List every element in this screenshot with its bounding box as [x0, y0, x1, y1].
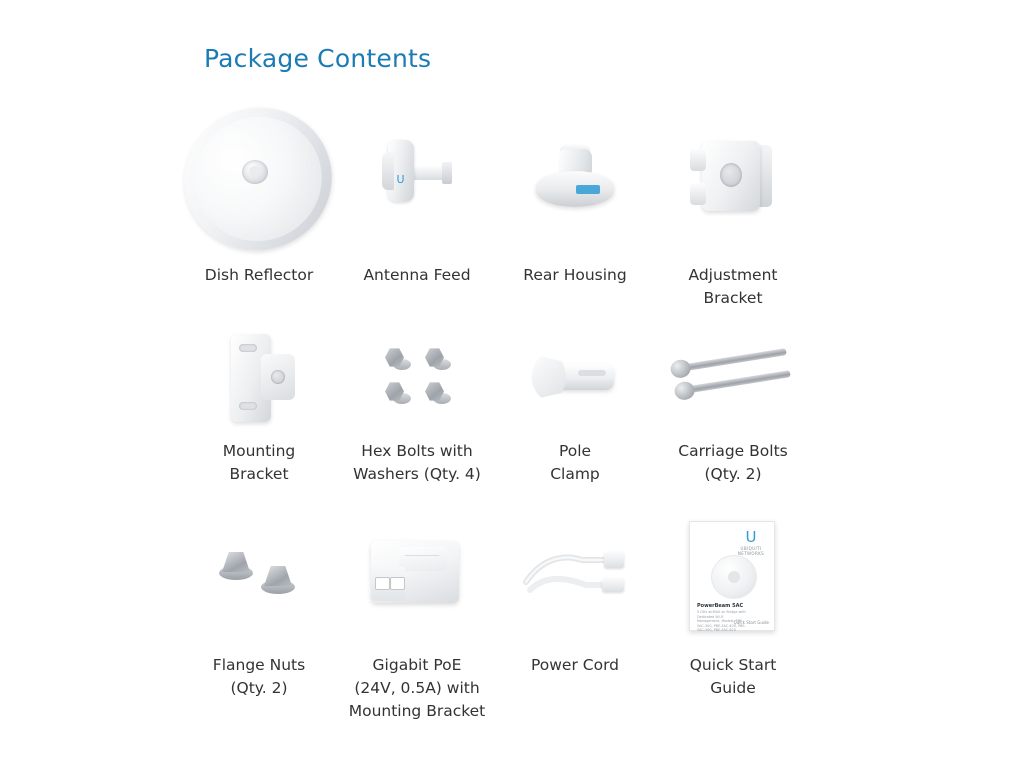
- item-label: [332, 440, 502, 486]
- contents-row: [180, 92, 860, 310]
- item-label-line3: Mounting Bracket: [348, 702, 486, 720]
- item-label-line2: Clamp: [550, 465, 600, 483]
- item-label-line2: Bracket: [703, 289, 763, 307]
- item-hex-bolts: [338, 318, 496, 486]
- item-label-line1: Power Cord: [530, 656, 620, 674]
- item-label-line1: Pole: [558, 442, 592, 460]
- item-label: [332, 654, 502, 723]
- item-label-line1: Gigabit PoE: [372, 656, 462, 674]
- item-label: [174, 654, 344, 700]
- flange-nuts-image: [180, 502, 338, 652]
- cover-product-photo: [711, 555, 757, 599]
- item-label-line2: Bracket: [229, 465, 289, 483]
- cover-product-title: PowerBeam 5AC: [697, 603, 744, 609]
- quick-start-guide-image: [654, 502, 812, 652]
- item-pole-clamp: [496, 318, 654, 486]
- item-carriage-bolts: [654, 318, 812, 486]
- item-label: [648, 264, 818, 310]
- item-label-line2: (Qty. 2): [230, 679, 288, 697]
- item-adjustment-bracket: [654, 92, 812, 310]
- package-contents-grid: [180, 92, 860, 723]
- item-label: [332, 264, 502, 287]
- gigabit-poe-image: [338, 502, 496, 652]
- item-label-line1: Mounting: [222, 442, 296, 460]
- brand-name: UBIQUITI NETWORKS: [737, 546, 765, 556]
- item-label-line1: Flange Nuts: [212, 656, 306, 674]
- item-label: [648, 654, 818, 700]
- item-label-line1: Adjustment: [688, 266, 778, 284]
- power-cord-image: [496, 502, 654, 652]
- item-label: [490, 440, 660, 486]
- carriage-bolts-image: [654, 318, 812, 438]
- contents-row: [180, 502, 860, 723]
- item-flange-nuts: [180, 502, 338, 723]
- item-label: [490, 654, 660, 677]
- item-label-line1: Rear Housing: [523, 266, 627, 284]
- page-title: Package Contents: [204, 44, 432, 73]
- cover-footer: Quick Start Guide: [733, 620, 769, 625]
- item-quick-start-guide: [654, 502, 812, 723]
- item-label-line2: Washers (Qty. 4): [353, 465, 481, 483]
- item-antenna-feed: [338, 92, 496, 310]
- item-label-line2: (Qty. 2): [704, 465, 762, 483]
- dish-reflector-image: [180, 92, 338, 262]
- mounting-bracket-image: [180, 318, 338, 438]
- hex-bolts-image: [338, 318, 496, 438]
- item-label-line1: Hex Bolts with: [361, 442, 473, 460]
- item-label: [174, 440, 344, 486]
- item-label-line1: Dish Reflector: [204, 266, 314, 284]
- adjustment-bracket-image: [654, 92, 812, 262]
- cover-product-subtitle: 5 GHz airMAX ac Bridge with Dedicated Wi-Fi Management, Models: PBE-5AC-300, PBE-5AC-400, PBE-5AC-500, PBE-5AC-620: [697, 610, 746, 633]
- item-gigabit-poe: [338, 502, 496, 723]
- pole-clamp-image: [496, 318, 654, 438]
- ubiquiti-logo-icon: U: [745, 528, 757, 546]
- item-label-line2: Guide: [710, 679, 756, 697]
- item-power-cord: [496, 502, 654, 723]
- item-label-line1: Quick Start: [689, 656, 777, 674]
- item-rear-housing: [496, 92, 654, 310]
- rear-housing-image: [496, 92, 654, 262]
- item-label-line1: Carriage Bolts: [678, 442, 788, 460]
- item-label: [648, 440, 818, 486]
- item-mounting-bracket: [180, 318, 338, 486]
- antenna-feed-image: U: [338, 92, 496, 262]
- item-dish-reflector: [180, 92, 338, 310]
- item-label: [174, 264, 344, 287]
- item-label: [490, 264, 660, 287]
- contents-row: [180, 318, 860, 486]
- item-label-line2: (24V, 0.5A) with: [354, 679, 480, 697]
- item-label-line1: Antenna Feed: [363, 266, 471, 284]
